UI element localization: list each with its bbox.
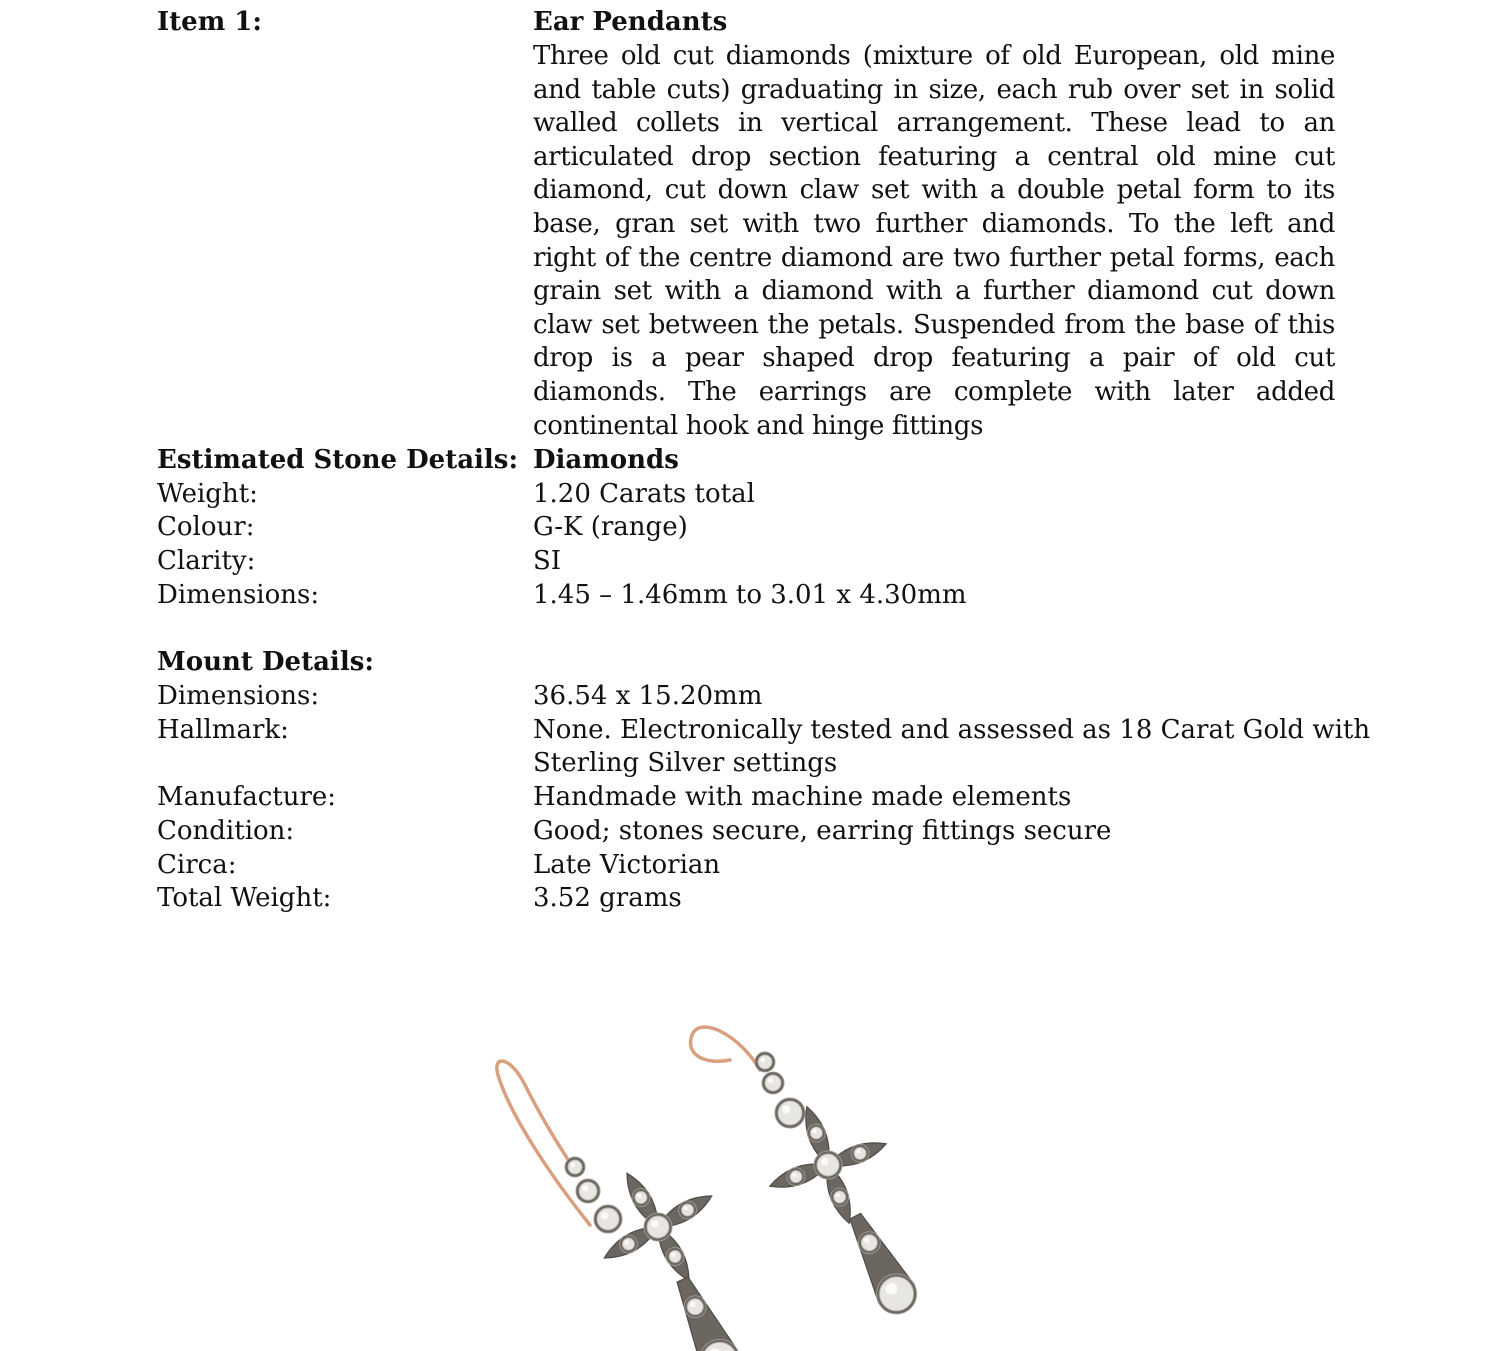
diamond-highlight [836,1193,840,1197]
diamond-highlight [601,1212,609,1220]
diamond-highlight [782,1105,790,1113]
diamond [880,1277,914,1311]
mount-dimensions-label: Dimensions: [157,681,320,711]
mount-manufacture-label: Manufacture: [157,782,337,812]
diamond-highlight [856,1149,860,1153]
pear-drop [677,1277,738,1351]
diamond [758,1055,772,1069]
ear-hook [497,1061,590,1225]
diamond-highlight [864,1237,870,1243]
stone-heading: Estimated Stone Details: [157,445,519,475]
diamond [765,1075,781,1091]
diamond [861,1235,877,1251]
stone-weight: 1.20 Carats total [533,479,755,509]
diamond [635,1191,647,1203]
stone-colour: G-K (range) [533,512,688,542]
diamond-highlight [812,1129,816,1133]
diamond-highlight [671,1253,675,1257]
stone-dimensions: 1.45 – 1.46mm to 3.01 x 4.30mm [533,580,967,610]
stone-dimensions-label: Dimensions: [157,580,320,610]
item-description: Three old cut diamonds (mixture of old European, old mine and table cuts) graduating in size, each rub over set in solid walled collets in vertical arrangement. These lead to an articulated drop section featuring a central old mine cut diamond, cut down claw set with a double petal form to its base, gran set with two further diamonds. To the left and right of the centre diamond are two further petal forms, each grain set with a diamond with a further diamond cut down claw set between the petals. Suspended from the base of this drop is a pear shaped drop featuring a pair of old cut diamonds. The earrings are complete with later added continental hook and hinge fittings [533,41,1335,441]
diamond-highlight [651,1220,659,1228]
diamond [834,1191,846,1203]
stone-clarity-label: Clarity: [157,546,256,576]
mount-hallmark-line2: Sterling Silver settings [533,748,838,778]
diamond-highlight [821,1158,829,1166]
diamond-highlight [885,1283,897,1295]
stone-colour-label: Colour: [157,512,255,542]
diamond-highlight [637,1194,641,1198]
mount-circa-label: Circa: [157,850,237,880]
diamond-highlight [684,1206,688,1210]
diamond [682,1204,694,1216]
mount-manufacture: Handmade with machine made elements [533,782,1072,812]
item-title: Ear Pendants [533,7,728,37]
mount-total-weight: 3.52 grams [533,883,682,913]
mount-condition-label: Condition: [157,816,295,846]
diamond [687,1299,703,1315]
diamond [854,1147,866,1159]
mount-condition: Good; stones secure, earring fittings secure [533,816,1112,846]
diamond-highlight [625,1240,629,1244]
diamond-highlight [768,1078,774,1084]
stone-weight-label: Weight: [157,479,258,509]
diamond [817,1154,839,1176]
mount-circa: Late Victorian [533,850,721,880]
stone-clarity: SI [533,546,562,576]
diamond [778,1101,802,1125]
diamond [568,1160,582,1174]
diamond [647,1216,669,1238]
diamond-highlight [760,1057,765,1062]
mount-total-weight-label: Total Weight: [157,883,332,913]
diamond [810,1127,822,1139]
earring-photo [470,995,1030,1351]
diamond-highlight [570,1162,575,1167]
diamond [622,1238,634,1250]
item-label: Item 1: [157,7,262,37]
diamond [579,1182,597,1200]
ear-hook [691,1027,760,1070]
mount-dimensions: 36.54 x 15.20mm [533,681,763,711]
mount-hallmark-line1: None. Electronically tested and assessed as 18 Carat Gold with [533,715,1371,745]
diamond-highlight [582,1185,588,1191]
stone-type: Diamonds [533,445,679,475]
mount-heading: Mount Details: [157,647,374,677]
diamond [790,1171,802,1183]
diamond-highlight [690,1302,696,1308]
diamond [597,1208,619,1230]
diamond [669,1251,681,1263]
diamond-highlight [792,1173,796,1177]
mount-hallmark-label: Hallmark: [157,715,289,745]
